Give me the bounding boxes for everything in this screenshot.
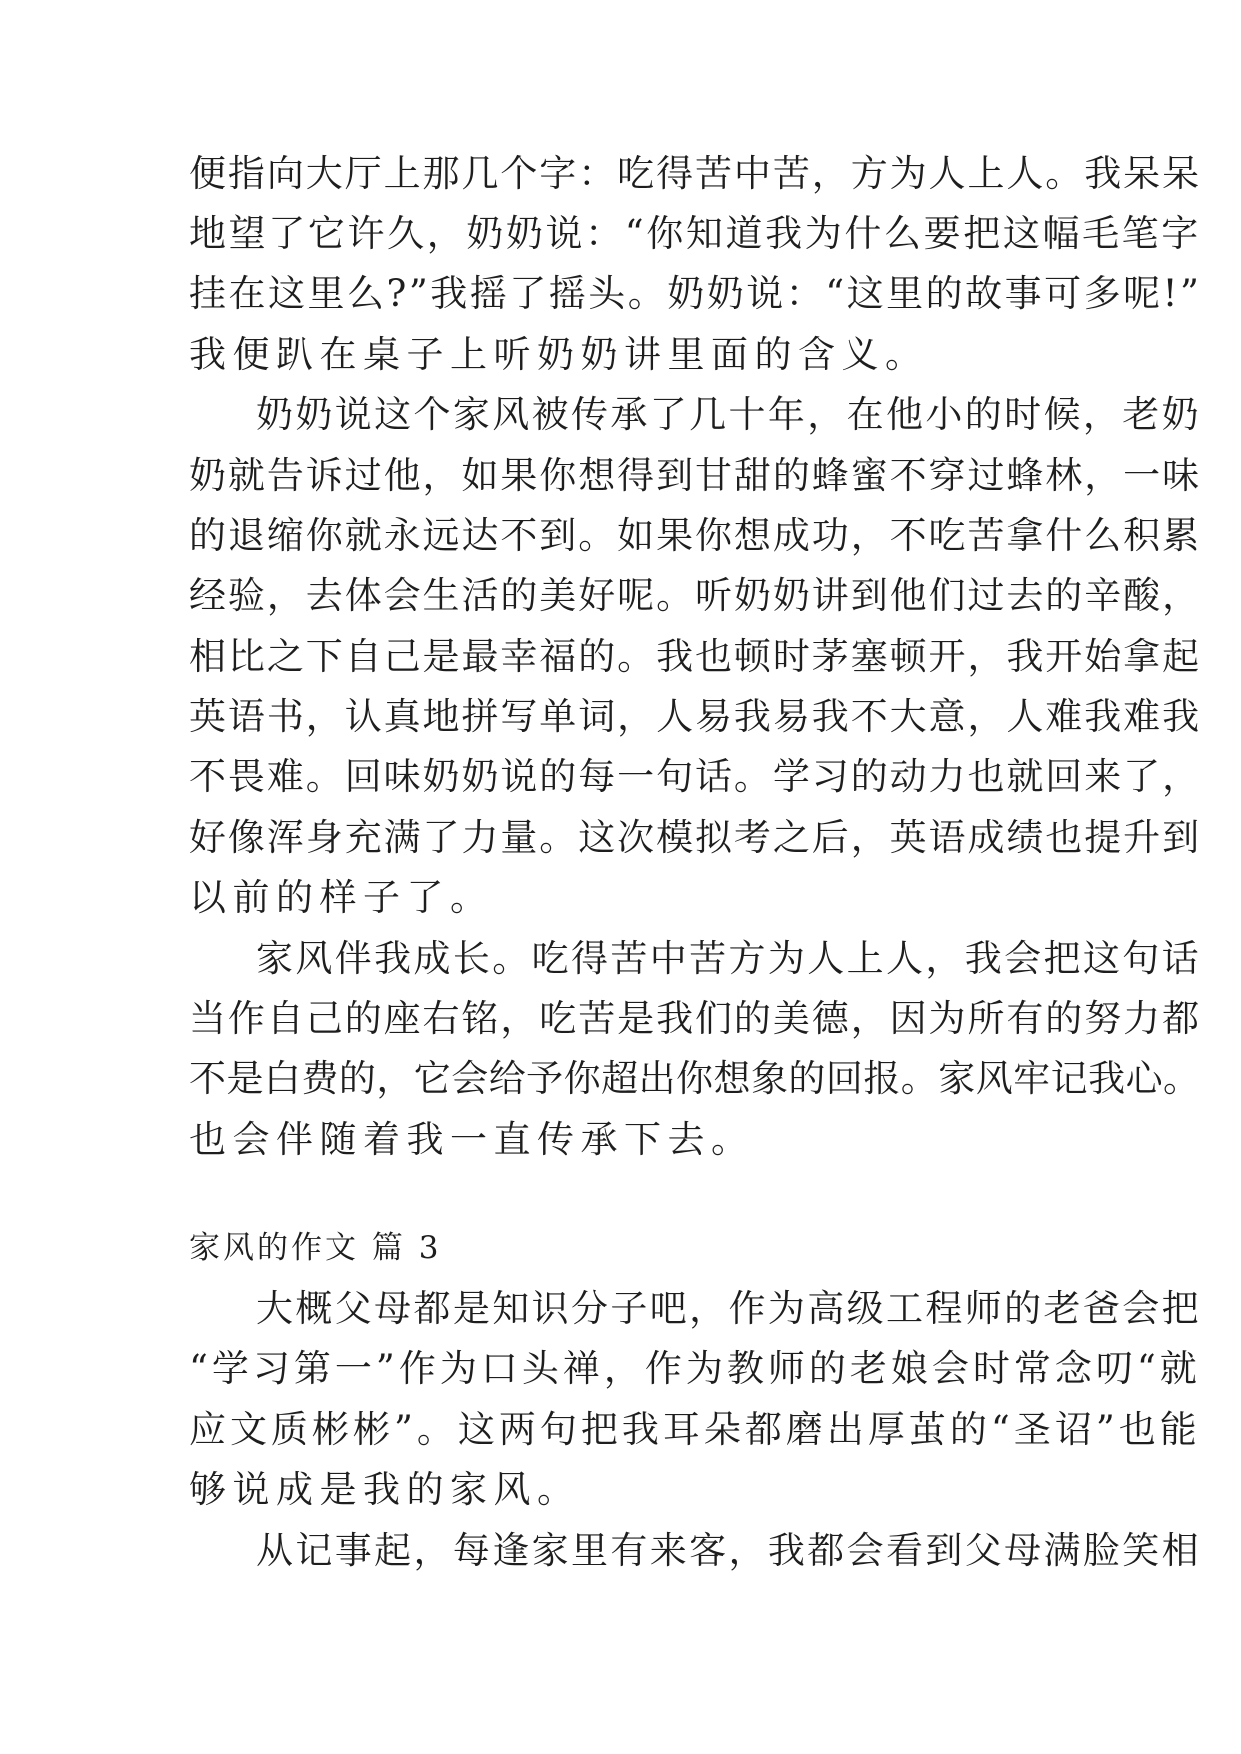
text-line: 不畏难。回味奶奶说的每一句话。学习的动力也就回来了， bbox=[189, 755, 1201, 798]
text-line: 也会伴随着我一直传承下去。 bbox=[189, 1118, 755, 1161]
text-line: 从记事起，每逢家里有来客，我都会看到父母满脸笑相 bbox=[256, 1529, 1201, 1572]
text-line: 挂在这里么?”我摇了摇头。奶奶说：“这里的故事可多呢!” bbox=[189, 272, 1202, 315]
text-line: 奶奶说这个家风被传承了几十年，在他小的时候，老奶 bbox=[256, 393, 1201, 436]
text-line: 相比之下自己是最幸福的。我也顿时茅塞顿开，我开始拿起 bbox=[189, 635, 1201, 678]
text-line: 当作自己的座右铭，吃苦是我们的美德，因为所有的努力都 bbox=[189, 997, 1201, 1040]
text-line: 英语书，认真地拼写单词，人易我易我不大意，人难我难我 bbox=[189, 695, 1201, 738]
text-line: 家风伴我成长。吃得苦中苦方为人上人，我会把这句话 bbox=[256, 937, 1201, 980]
text-line: 够说成是我的家风。 bbox=[189, 1468, 581, 1511]
text-line: 应文质彬彬”。这两句把我耳朵都磨出厚茧的“圣诏”也能 bbox=[189, 1408, 1201, 1451]
text-line: 便指向大厅上那几个字：吃得苦中苦，方为人上人。我呆呆 bbox=[189, 152, 1201, 195]
text-line: 大概父母都是知识分子吧，作为高级工程师的老爸会把 bbox=[256, 1287, 1201, 1330]
section-heading: 家风的作文 篇 3 bbox=[189, 1230, 442, 1266]
text-line: 地望了它许久，奶奶说：“你知道我为什么要把这幅毛笔字 bbox=[189, 212, 1201, 255]
text-line: 我便趴在桌子上听奶奶讲里面的含义。 bbox=[189, 333, 929, 376]
text-line: “学习第一”作为口头禅，作为教师的老娘会时常念叨“就 bbox=[189, 1347, 1201, 1390]
text-line: 以前的样子了。 bbox=[189, 876, 494, 919]
text-line: 好像浑身充满了力量。这次模拟考之后，英语成绩也提升到 bbox=[189, 816, 1201, 859]
text-line: 经验，去体会生活的美好呢。听奶奶讲到他们过去的辛酸， bbox=[189, 574, 1201, 617]
text-line: 奶就告诉过他，如果你想得到甘甜的蜂蜜不穿过蜂林，一味 bbox=[189, 454, 1201, 497]
text-line: 的退缩你就永远达不到。如果你想成功，不吃苦拿什么积累 bbox=[189, 514, 1201, 557]
text-line: 不是白费的，它会给予你超出你想象的回报。家风牢记我心。 bbox=[189, 1057, 1201, 1100]
